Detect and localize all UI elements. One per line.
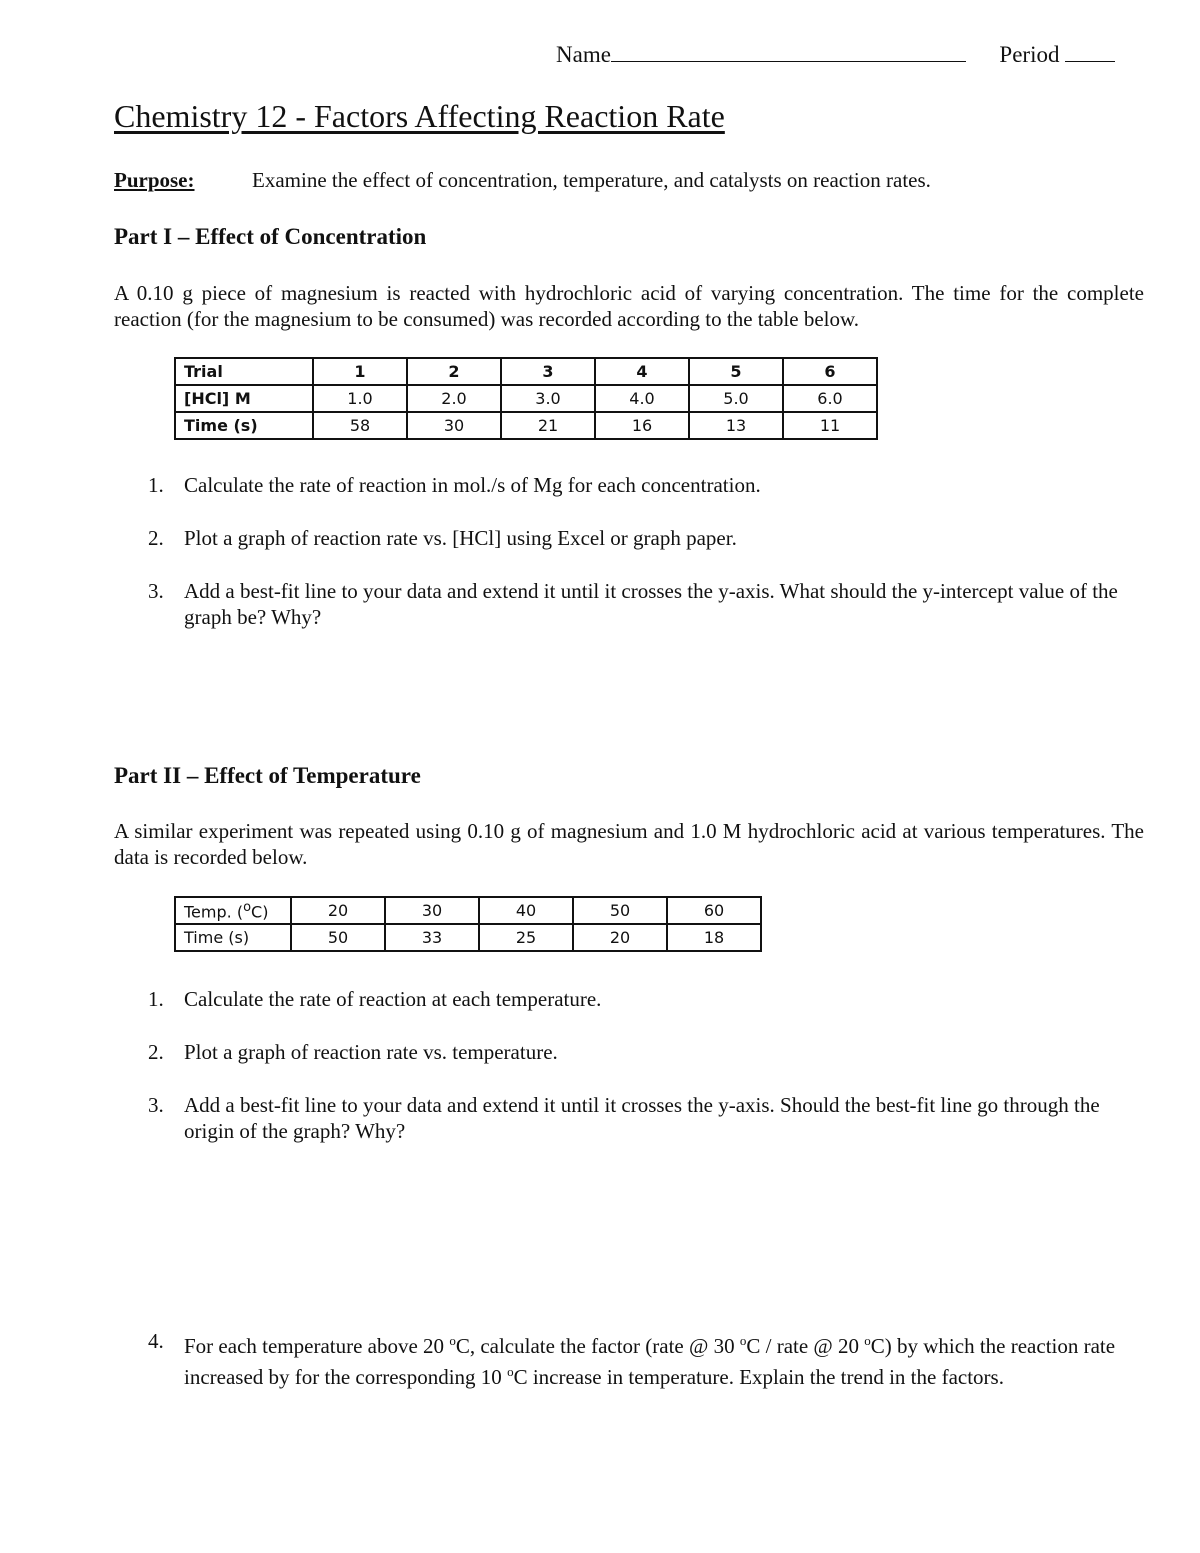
question-number: 4. [148,1329,164,1353]
table-cell [175,897,291,924]
purpose-label: Purpose: [114,168,195,192]
degree-sup: o [243,899,252,915]
temp-label-post: C) [251,902,269,922]
table-cell: 30 [407,412,501,439]
period-field[interactable] [1065,43,1115,62]
table-cell: 58 [313,412,407,439]
table-cell: 4 [595,358,689,385]
degree-sup: o [449,1333,456,1348]
question-text: Add a best-fit line to your data and extend it until it crosses the y-axis. What should the y-intercept value of the graph be? Why? [184,579,1118,629]
degree-sup: o [507,1364,514,1379]
part1-heading: Part I – Effect of Concentration [114,224,427,249]
table-row [175,924,761,951]
question-number: 3. [148,579,164,603]
temp-label-pre: Temp. ( [184,902,244,922]
question-number: 1. [148,473,164,497]
table-cell: 5.0 [689,385,783,412]
table-cell: Time (s) [175,924,291,951]
table-cell: 2.0 [407,385,501,412]
table-cell: 2 [407,358,501,385]
question-text: Plot a graph of reaction rate vs. temperature. [184,1040,558,1064]
table-cell: 16 [595,412,689,439]
table-cell: 3 [501,358,595,385]
period-label: Period [999,42,1060,67]
name-label: Name [556,42,611,67]
q4-text-5: C increase in temperature. Explain the trend in the factors. [513,1365,1004,1389]
table-cell: 5 [689,358,783,385]
table-cell: 11 [783,412,877,439]
name-period-line [556,42,1115,68]
table-cell: 40 [479,897,573,924]
table-cell: 60 [667,897,761,924]
purpose-line [114,168,931,193]
part1-intro: A 0.10 g piece of magnesium is reacted with hydrochloric acid of varying concentration. The time for the complete reaction (for the magnesium to be consumed) was recorded according to the table below. [114,281,1144,331]
table-cell: 1 [313,358,407,385]
concentration-table [174,357,878,440]
table-cell: Trial [175,358,313,385]
part2-intro: A similar experiment was repeated using 0.10 g of magnesium and 1.0 M hydrochloric acid at various temperatures. The data is recorded below. [114,819,1144,869]
degree-sup: o [864,1333,871,1348]
question-number: 1. [148,987,164,1011]
question-text: Calculate the rate of reaction at each temperature. [184,987,602,1011]
question-text [184,1328,1144,1390]
temperature-table [174,896,762,952]
table-cell: 20 [291,897,385,924]
q4-text-3: C / rate @ 20 [746,1334,865,1358]
table-cell: 20 [573,924,667,951]
table-cell: 13 [689,412,783,439]
table-row [175,412,877,439]
table-cell: 30 [385,897,479,924]
table-cell: 25 [479,924,573,951]
table-cell: 6 [783,358,877,385]
table-cell: 50 [291,924,385,951]
question-text: Plot a graph of reaction rate vs. [HCl] using Excel or graph paper. [184,526,737,550]
purpose-text: Examine the effect of concentration, temperature, and catalysts on reaction rates. [252,168,931,192]
table-row [175,385,877,412]
part2-heading: Part II – Effect of Temperature [114,763,421,788]
table-cell: 4.0 [595,385,689,412]
table-cell: 33 [385,924,479,951]
table-cell: Time (s) [175,412,313,439]
table-cell: 18 [667,924,761,951]
question-number: 2. [148,526,164,550]
table-row [175,358,877,385]
question-number: 2. [148,1040,164,1064]
table-cell: 6.0 [783,385,877,412]
table-cell: 50 [573,897,667,924]
question-text: Calculate the rate of reaction in mol./s of Mg for each concentration. [184,473,761,497]
name-field[interactable] [611,43,966,62]
table-cell: 1.0 [313,385,407,412]
table-cell: 21 [501,412,595,439]
table-row [175,897,761,924]
page-title: Chemistry 12 - Factors Affecting Reaction Rate [114,98,725,134]
question-text: Add a best-fit line to your data and extend it until it crosses the y-axis. Should the best-fit line go through the origin of the graph? Why? [184,1093,1100,1143]
table-cell: [HCl] M [175,385,313,412]
table-cell: 3.0 [501,385,595,412]
q4-text-4: C) by which the reaction rate increased by for the corresponding 10 [184,1334,1116,1389]
q4-text-1: For each temperature above 20 [184,1334,450,1358]
q4-text-2: C, calculate the factor (rate @ 30 [455,1334,740,1358]
question-number: 3. [148,1093,164,1117]
degree-sup: o [739,1333,747,1348]
